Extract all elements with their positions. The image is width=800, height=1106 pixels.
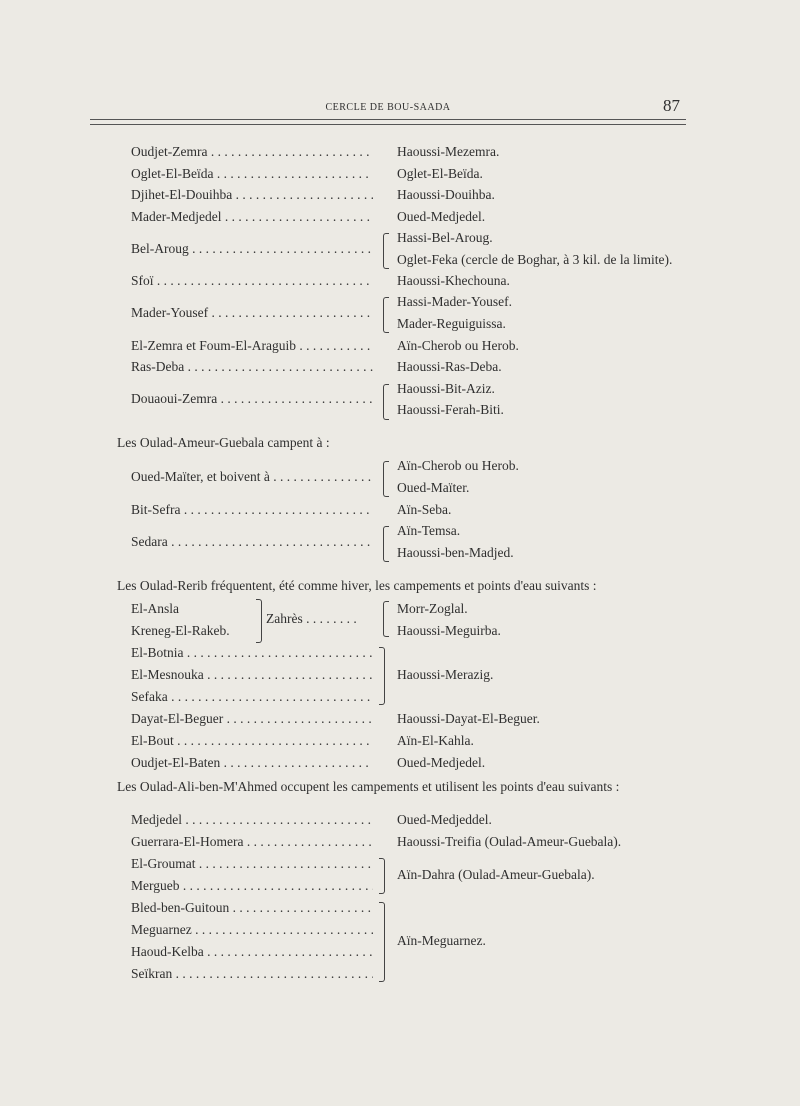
list-item-left: Ras-Deba . . . — [131, 359, 373, 375]
list-item-right: Haoussi-Bit-Aziz. — [397, 381, 495, 396]
brace — [383, 461, 389, 497]
list-item-left: El-Mesnouka . . . — [131, 667, 373, 683]
list-item-left: El-Zemra et Foum-El-Araguib . . . — [131, 338, 373, 354]
zahres-label: Zahrès . . . — [266, 611, 357, 627]
list-item-right: Aïn-Seba. — [397, 502, 452, 517]
list-item-right: Mader-Reguiguissa. — [397, 316, 506, 331]
running-title: CERCLE DE BOU-SAADA — [325, 102, 451, 113]
brace — [383, 601, 389, 637]
list-item-left: Seïkran . . . — [131, 966, 373, 982]
list-item-left: El-Bout . . . — [131, 733, 373, 749]
list-item-right: Aïn-Cherob ou Herob. — [397, 338, 519, 353]
list-item-left: Meguarnez . . . — [131, 922, 373, 938]
paragraph-intro: Les Oulad-Ali-ben-M'Ahmed occupent les campements et utilisent les points d'eau suivants : — [117, 779, 620, 794]
list-item-left: Haoud-Kelba . . . — [131, 944, 373, 960]
list-item-right: Haoussi-Ras-Deba. — [397, 359, 502, 374]
list-item-right: Aïn-Meguarnez. — [397, 933, 486, 948]
list-item-left: El-Groumat . . . — [131, 856, 373, 872]
list-item-right: Haoussi-ben-Madjed. — [397, 545, 514, 560]
list-item-left: Douaoui-Zemra . . . — [131, 391, 373, 407]
paragraph-intro: Les Oulad-Ameur-Guebala campent à : — [117, 435, 330, 450]
list-item-right: Oued-Medjedel. — [397, 755, 486, 770]
list-item-right: Aïn-Temsa. — [397, 523, 461, 538]
list-item-left: Oudjet-Zemra . . . — [131, 144, 373, 160]
header-bar — [90, 96, 686, 118]
header-rule — [90, 119, 686, 125]
list-item-right: Hassi-Mader-Yousef. — [397, 294, 512, 309]
list-item-right: Haoussi-Meguirba. — [397, 623, 501, 638]
page-number: 87 — [663, 96, 680, 115]
list-item-left: Sfoï . . . — [131, 273, 373, 289]
list-item-right: Oued-Medjedel. — [397, 209, 486, 224]
list-item-left: Oglet-El-Beïda . . . — [131, 166, 373, 182]
list-item-left: Sefaka . . . — [131, 689, 373, 705]
list-item-right: Oued-Maïter. — [397, 480, 470, 495]
list-item-right: Haoussi-Treifia (Oulad-Ameur-Guebala). — [397, 834, 622, 849]
list-item-right: Oglet-El-Beïda. — [397, 166, 483, 181]
brace — [379, 647, 385, 705]
list-item-left: Guerrara-El-Homera . . . — [131, 834, 373, 850]
list-item-left: Bit-Sefra . . . — [131, 502, 373, 518]
list-item-left: Kreneg-El-Rakeb. — [131, 623, 230, 638]
list-item-left: Medjedel . . . — [131, 812, 373, 828]
list-item-right: Hassi-Bel-Aroug. — [397, 230, 493, 245]
list-item-right: Haoussi-Dayat-El-Beguer. — [397, 711, 540, 726]
list-item-left: El-Botnia . . . — [131, 645, 373, 661]
brace — [383, 384, 389, 420]
list-item-left: Dayat-El-Beguer . . . — [131, 711, 373, 727]
list-item-left: Mader-Medjedel . . . — [131, 209, 373, 225]
list-item-right: Haoussi-Douihba. — [397, 187, 495, 202]
list-item-right: Haoussi-Merazig. — [397, 667, 494, 682]
list-item-left: Mader-Yousef . . . — [131, 305, 373, 321]
list-item-right: Haoussi-Khechouna. — [397, 273, 510, 288]
list-item-left: Sedara . . . — [131, 534, 373, 550]
list-item-left: Mergueb . . . — [131, 878, 373, 894]
list-item-left: Oudjet-El-Baten . . . — [131, 755, 373, 771]
brace — [383, 526, 389, 562]
paragraph-intro: Les Oulad-Rerib fréquentent, été comme hiver, les campements et points d'eau suivants : — [117, 578, 597, 593]
list-item-right: Morr-Zoglal. — [397, 601, 468, 616]
list-item-right: Aïn-El-Kahla. — [397, 733, 474, 748]
list-item-right: Haoussi-Mezemra. — [397, 144, 500, 159]
list-item-left: Bled-ben-Guitoun . . . — [131, 900, 373, 916]
list-item-left: El-Ansla — [131, 601, 179, 616]
brace — [379, 902, 385, 982]
list-item-right: Oglet-Feka (cercle de Boghar, à 3 kil. de la limite). — [397, 252, 673, 267]
list-item-right: Aïn-Cherob ou Herob. — [397, 458, 519, 473]
list-item-left: Djihet-El-Douihba . . . — [131, 187, 373, 203]
list-item-left: Oued-Maïter, et boivent à . . . — [131, 469, 373, 485]
list-item-left: Bel-Aroug . . . — [131, 241, 373, 257]
brace — [379, 858, 385, 894]
brace — [383, 297, 389, 333]
list-item-right: Oued-Medjeddel. — [397, 812, 492, 827]
list-item-right: Aïn-Dahra (Oulad-Ameur-Guebala). — [397, 867, 595, 882]
list-item-right: Haoussi-Ferah-Biti. — [397, 402, 504, 417]
brace — [256, 599, 262, 643]
brace — [383, 233, 389, 269]
